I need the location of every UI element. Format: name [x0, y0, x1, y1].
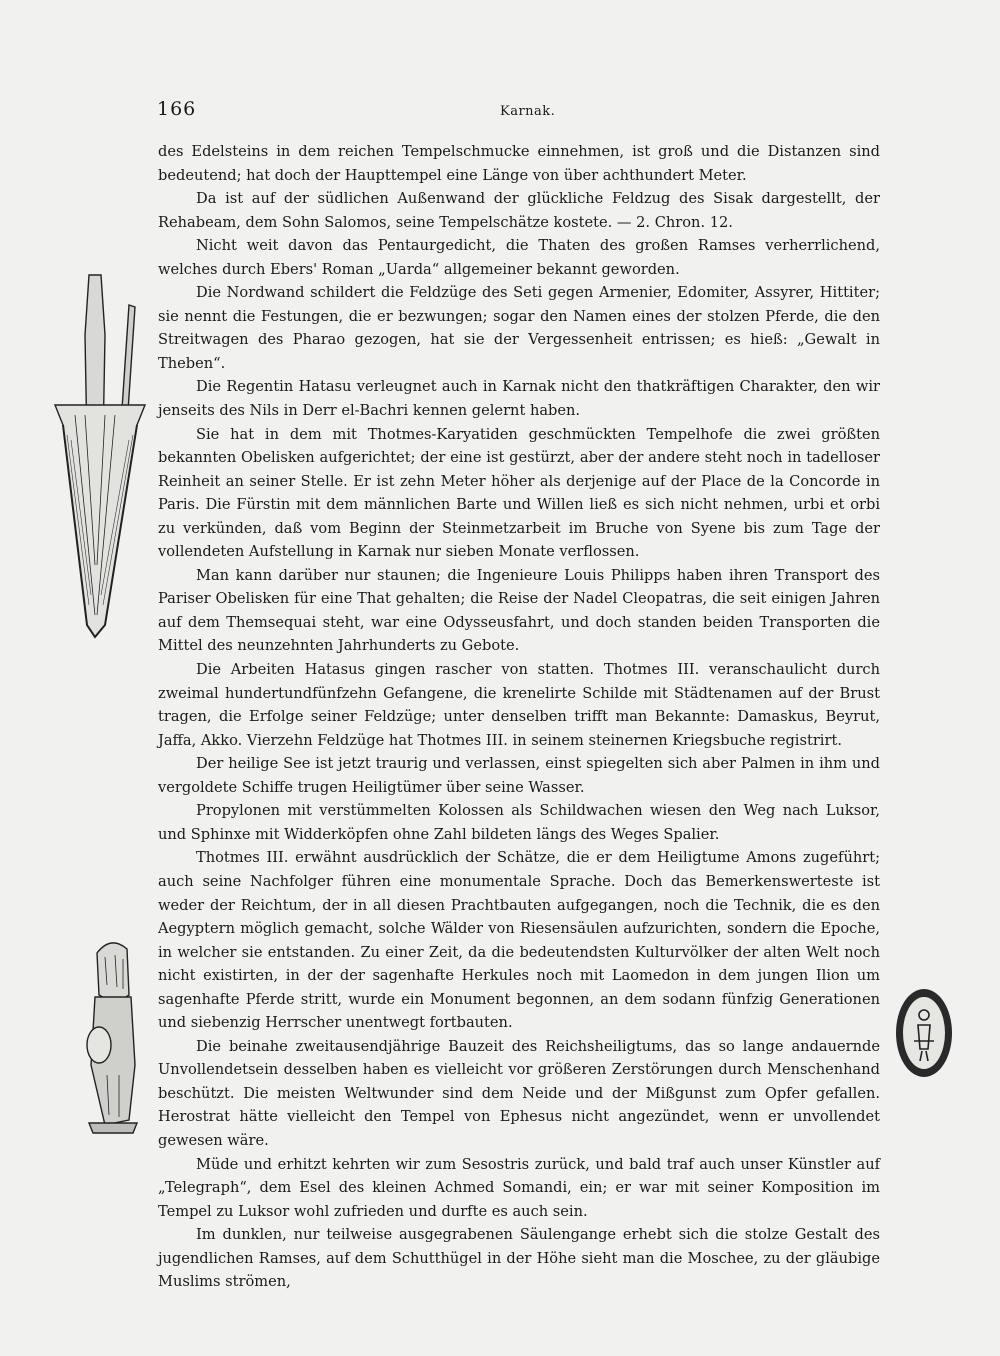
paragraph: Sie hat in dem mit Thotmes-Karyatiden geschmückten Tempelhofe die zwei größten bekannten Obelisken aufgerichtet; der eine ist gestürzt, aber der andere steht noch in tadelloser Reinheit an seiner Stelle. Er ist zehn Meter höher als derjenige auf der Place de la Concorde in Paris. Die Fürstin mit dem männlichen Barte und Willen ließ es sich nicht nehmen, urbi et orbi zu verkünden, daß vom Beginn der Steinmetzarbeit im Bruche von Syene bis zum Tage der vollendeten Aufstellung in Karnak nur sieben Monate verflossen. [158, 425, 880, 561]
paragraph: Propylonen mit verstümmelten Kolossen als Schildwachen wiesen den Weg nach Luksor, und Sphinxe mit Widderköpfen ohne Zahl bildeten längs des Weges Spalier. [158, 802, 880, 843]
running-head: Karnak. [500, 104, 556, 119]
paragraph: Die beinahe zweitausendjährige Bauzeit des Reichsheiligtums, das so lange andauernde Unvollendetsein desselben haben es vielleicht vor größeren Zerstörungen durch Menschenhand beschützt. Die meisten Weltwunder sind dem Neide und der Mißgunst zum Opfer gefallen. Herostrat hätte vielleicht den Tempel von Ephesus nicht angezündet, wenn er unvollendet gewesen wäre. [158, 1037, 880, 1149]
paragraph: Die Regentin Hatasu verleugnet auch in Karnak nicht den thatkräftigen Charakter, den wir jenseits des Nils in Derr el-Bachri kennen gelernt haben. [158, 378, 880, 420]
paragraph: Nicht weit davon das Pentaurgedicht, die Thaten des großen Ramses verherrlichend, welches durch Ebers' Roman „Uarda“ allgemeiner bekannt geworden. [158, 237, 880, 278]
body-text [158, 140, 880, 1294]
paragraph: Die Arbeiten Hatasus gingen rascher von statten. Thotmes III. veranschaulicht durch zweimal hundertundfünfzehn Gefangene, die krenelirte Schilde mit Städtenamen auf der Brust tragen, die Erfolge seiner Feldzüge; unter denselben trifft man Bekannte: Damaskus, Beyrut, Jaffa, Akko. Vierzehn Feldzüge hat Thotmes III. in seinem steinernen Kriegsbuche registrirt. [158, 661, 880, 749]
paragraph: Im dunklen, nur teilweise ausgegrabenen Säulengange erhebt sich die stolze Gestalt des jugendlichen Ramses, auf dem Schutthügel in der Höhe sieht man die Moschee, zu der gläubige Muslims strömen, [158, 1226, 880, 1291]
page-number: 166 [157, 98, 197, 120]
arrowhead-illustration [45, 265, 155, 645]
paragraph: Der heilige See ist jetzt traurig und verlassen, einst spiegelten sich aber Palmen in ihm und vergoldete Schiffe trugen Heiligtümer über seine Wasser. [158, 755, 880, 796]
paragraph: Man kann darüber nur staunen; die Ingenieure Louis Philipps haben ihren Transport des Pariser Obelisken für eine That gehalten; die Reise der Nadel Cleopatras, die seit einigen Jahren auf dem Themsequai steht, war eine Odysseusfahrt, und doch standen beiden Transporten die Mittel des neunzehnten Jahrhunderts zu Gebote. [158, 566, 880, 655]
paragraph: Thotmes III. erwähnt ausdrücklich der Schätze, die er dem Heiligtume Amons zugeführt; auch seine Nachfolger führen eine monumentale Sprache. Doch das Bemerkenswerteste ist weder der Reichtum, der in all diesen Prachtbauten aufgegangen, noch die Technik, die es den Aegyptern möglich gemacht, solche Wälder von Riesensäulen aufzurichten, sondern die Epoche, in welcher sie entstanden. Zu einer Zeit, da die bedeutendsten Kulturvölker der alten Welt noch nicht existirten, in der der sagenhafte Herkules noch mit Laomedon in dem jungen Ilion um sagenhafte Pferde stritt, wurde ein Monument begonnen, an dem sodann fünfzig Generationen und siebenzig Herrscher unentwegt fortbauten. [158, 849, 880, 1032]
paragraph: Da ist auf der südlichen Außenwand der glückliche Feldzug des Sisak dargestellt, der Rehabeam, dem Sohn Salomos, seine Tempelschätze kostete. — 2. Chron. 12. [158, 190, 880, 231]
scarab-seal-illustration [892, 985, 956, 1081]
paragraph: Die Nordwand schildert die Feldzüge des Seti gegen Armenier, Edomiter, Assyrer, Hittiter; sie nennt die Festungen, die er bezwungen; sogar den Namen eines der stolzen Pferde, die den Streitwagen des Pharao gezogen, hat sie der Vergessenheit entrissen; es hieß: „Gewalt in Theben“. [158, 284, 880, 372]
paragraph: des Edelsteins in dem reichen Tempelschmucke einnehmen, ist groß und die Distanzen sind bedeutend; hat doch der Haupttempel eine Länge von über achthundert Meter. [158, 143, 880, 184]
figure-statuette-illustration [75, 935, 150, 1135]
paragraph: Müde und erhitzt kehrten wir zum Sesostris zurück, und bald traf auch unser Künstler auf „Telegraph“, dem Esel des kleinen Achmed Somandi, ein; er war mit seiner Komposition im Tempel zu Luksor wohl zufrieden und durfte es auch sein. [158, 1155, 880, 1220]
